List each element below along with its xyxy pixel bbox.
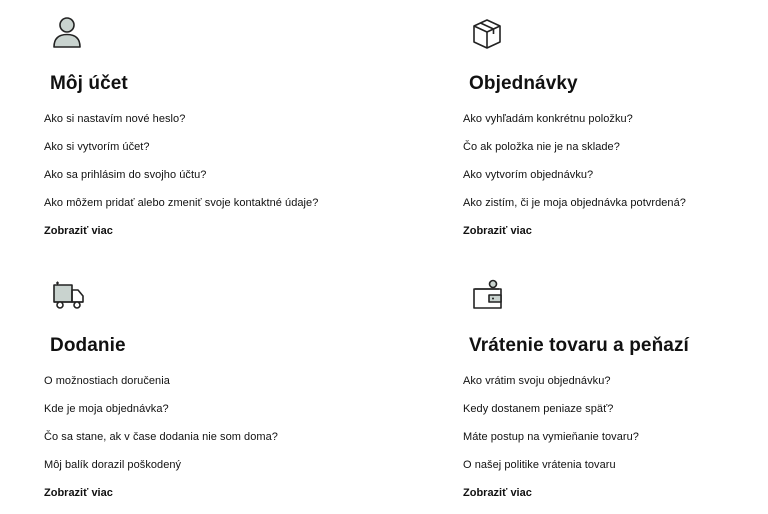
faq-link[interactable]: Ako zistím, či je moja objednávka potvrdená? (463, 197, 686, 209)
faq-link[interactable]: Môj balík dorazil poškodený (44, 459, 182, 471)
faq-list (463, 109, 768, 237)
faq-link[interactable]: Ako vrátim svoju objednávku? (463, 375, 611, 387)
list-item (463, 455, 768, 483)
user-icon (46, 14, 90, 54)
section-title: Objednávky (469, 73, 578, 94)
faq-link[interactable]: Čo ak položka nie je na sklade? (463, 141, 620, 153)
faq-link[interactable]: Kedy dostanem peniaze späť? (463, 403, 614, 415)
list-item (463, 165, 768, 193)
section-orders (463, 14, 768, 237)
faq-link[interactable]: Ako sa prihlásim do svojho účtu? (44, 169, 207, 181)
list-item (463, 221, 768, 237)
list-item (44, 193, 384, 221)
faq-link[interactable]: O našej politike vrátenia tovaru (463, 459, 616, 471)
list-item (44, 399, 384, 427)
list-item (463, 399, 768, 427)
section-title: Dodanie (50, 335, 126, 356)
faq-link[interactable]: Ako vytvorím objednávku? (463, 169, 594, 181)
truck-icon (46, 276, 90, 316)
section-returns (463, 276, 768, 499)
show-more-link[interactable]: Zobraziť viac (463, 487, 532, 499)
show-more-link[interactable]: Zobraziť viac (463, 225, 532, 237)
section-my-account (44, 14, 384, 237)
wallet-icon (465, 276, 509, 316)
box-icon (465, 14, 509, 54)
show-more-link[interactable]: Zobraziť viac (44, 225, 113, 237)
list-item (44, 455, 384, 483)
list-item (44, 427, 384, 455)
list-item (44, 371, 384, 399)
section-title: Vrátenie tovaru a peňazí (469, 335, 689, 356)
faq-link[interactable]: Čo sa stane, ak v čase dodania nie som doma? (44, 431, 278, 443)
faq-link[interactable]: Ako môžem pridať alebo zmeniť svoje kontaktné údaje? (44, 197, 319, 209)
faq-link[interactable]: Máte postup na vymieňanie tovaru? (463, 431, 639, 443)
list-item (463, 193, 768, 221)
faq-list (44, 371, 384, 499)
faq-link[interactable]: Ako si nastavím nové heslo? (44, 113, 186, 125)
show-more-link[interactable]: Zobraziť viac (44, 487, 113, 499)
list-item (463, 109, 768, 137)
list-item (44, 165, 384, 193)
faq-link[interactable]: Ako vyhľadám konkrétnu položku? (463, 113, 633, 125)
list-item (44, 483, 384, 499)
faq-list (44, 109, 384, 237)
faq-link[interactable]: Kde je moja objednávka? (44, 403, 169, 415)
list-item (463, 137, 768, 165)
section-delivery (44, 276, 384, 499)
section-title: Môj účet (50, 73, 128, 94)
list-item (44, 221, 384, 237)
list-item (44, 137, 384, 165)
faq-list (463, 371, 768, 499)
list-item (463, 371, 768, 399)
list-item (463, 427, 768, 455)
faq-link[interactable]: Ako si vytvorím účet? (44, 141, 150, 153)
list-item (44, 109, 384, 137)
faq-link[interactable]: O možnostiach doručenia (44, 375, 170, 387)
list-item (463, 483, 768, 499)
